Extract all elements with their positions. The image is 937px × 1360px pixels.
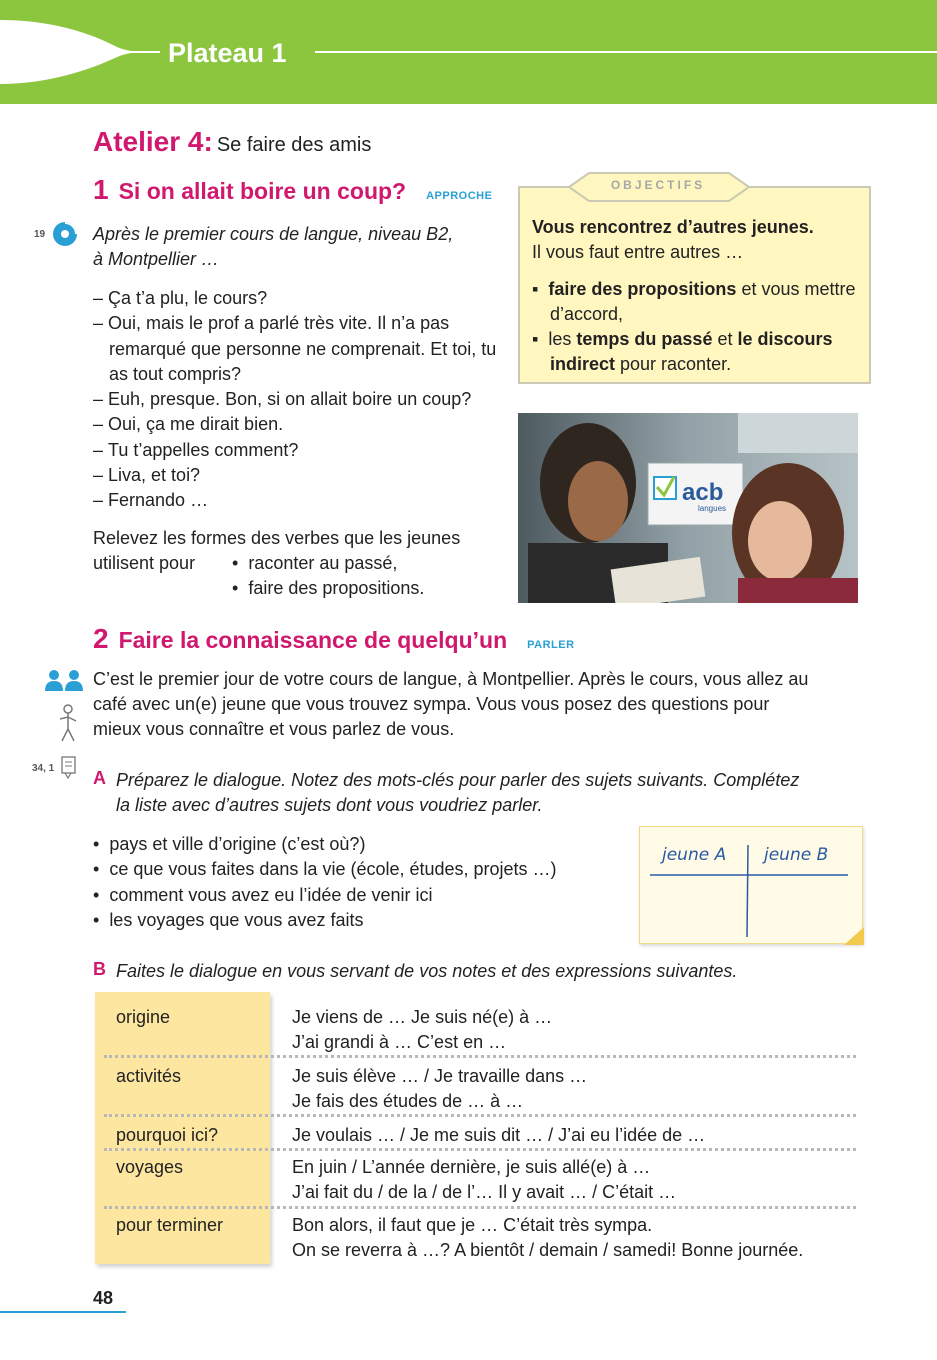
expression-line: Je voulais … / Je me suis dit … / J’ai eu l’idée de … [292,1125,706,1145]
expression-line: Je viens de … Je suis né(e) à … [292,1007,553,1027]
pair-work-icon [44,668,84,692]
expression-line: J’ai grandi à … C’est en … [292,1032,507,1052]
exercise-ref: 34, 1 [32,763,55,774]
task-line-1: Relevez les formes des verbes que les jeunes [93,528,461,548]
task-list [232,551,424,601]
objectifs-content [532,215,862,377]
topic-item: • ce que vous faites dans la vie (école, études, projets …) [93,857,557,882]
section1-number: 1 [93,174,109,205]
objectifs-item-bold: faire des propositions [548,279,737,299]
objectifs-item-bold: le discours indirect [550,329,833,374]
atelier-subtitle: Se faire des amis [216,134,372,156]
part-b-label: B [93,959,106,979]
section2-number: 2 [93,623,109,654]
expression-line: En juin / L’année dernière, je suis allé(e) à … [292,1157,651,1177]
workbook-icon [60,755,78,779]
atelier-label: Atelier 4: [93,126,213,157]
objectifs-item-text: les [548,329,577,349]
objectifs-item-bold: temps du passé [576,329,713,349]
photo-students [518,413,858,603]
objectifs-item-text: et vous mettre d’accord, [550,279,856,324]
expression-row-label: pourquoi ici? [116,1125,219,1145]
sign-sub: langues [698,504,727,513]
topic-item: • les voyages que vous avez faits [93,908,557,933]
header-swoosh [0,0,937,104]
section1-title: Si on allait boire un coup? [118,178,407,204]
section1-heading [93,174,492,206]
page-title: Plateau 1 [168,38,287,68]
row-divider [104,1148,856,1151]
topic-item: • pays et ville d’origine (c’est où?) [93,832,557,857]
section1-tag: APPROCHE [426,190,493,202]
expression-line: Je suis élève … / Je travaille dans … [292,1066,588,1086]
task-item: • faire des propositions. [232,576,424,601]
intro-line-1: Après le premier cours de langue, niveau B2, [93,224,454,244]
audio-cd-icon[interactable] [52,221,78,247]
topic-item: • comment vous avez eu l’idée de venir ici [93,883,557,908]
task-item: • raconter au passé, [232,551,424,576]
task-line-2: utilisent pour [93,553,196,573]
footer-rule [0,1311,126,1313]
dialogue-list [93,286,513,514]
objectifs-item-text: pour raconter. [615,354,732,374]
dialogue-line: – Liva, et toi? [93,463,513,488]
objectifs-lead-rest: Il vous faut entre autres … [532,242,744,262]
part-a-instruction: Préparez le dialogue. Notez des mots-clés pour parler des sujets suivants. Complétez la liste avec d’autres sujets dont vous voudriez parler. [116,770,800,815]
dialogue-line: – Oui, mais le prof a parlé très vite. Il n’a pas remarqué que personne ne comprenait. Et toi, tu as tout compris? [93,311,513,387]
section2-tag: PARLER [527,639,575,651]
speaking-figure-icon [56,703,80,743]
note-column-a: jeune A [662,845,727,865]
sticky-note [639,826,863,944]
note-column-b: jeune B [764,845,829,865]
expression-row-label: activités [116,1066,182,1086]
objectifs-item [532,327,862,377]
expression-row-text [292,1064,862,1114]
audio-track-number: 19 [34,229,46,240]
expression-row-label: origine [116,1007,171,1027]
expression-row-text [292,1213,862,1263]
expression-line: J’ai fait du / de la / de l’… Il y avait … / C’était … [292,1182,677,1202]
part-a-label: A [93,768,106,788]
expression-row-label: pour terminer [116,1215,224,1235]
row-divider [104,1114,856,1117]
objectifs-item [532,277,862,327]
dialogue-line: – Oui, ça me dirait bien. [93,412,513,437]
expression-line: On se reverra à …? A bientôt / demain / samedi! Bonne journée. [292,1240,804,1260]
section1-intro [93,222,493,272]
objectifs-list [532,277,862,377]
dialogue-line: – Ça t’a plu, le cours? [93,286,513,311]
expression-row-label: voyages [116,1157,184,1177]
page-header [0,0,937,104]
section2-heading [93,623,575,655]
section2-title: Faire la connaissance de quelqu’un [118,627,508,653]
expression-line: Je fais des études de … à … [292,1091,524,1111]
atelier-heading [93,126,371,158]
part-b-instruction: Faites le dialogue en vous servant de vos notes et des expressions suivantes. [116,961,738,981]
dialogue-line: – Euh, presque. Bon, si on allait boire un coup? [93,387,513,412]
objectifs-item-text: et [712,329,738,349]
expression-row-text [292,1123,862,1148]
intro-line-2: à Montpellier … [93,249,220,269]
dialogue-line: – Tu t’appelles comment? [93,438,513,463]
objectifs-tab-label: OBJECTIFS [610,178,706,192]
sign-text: acb [682,479,724,506]
dialogue-line: – Fernando … [93,488,513,513]
page-number: 48 [93,1288,114,1308]
expression-line: Bon alors, il faut que je … C’était très sympa. [292,1215,653,1235]
expression-row-text [292,1005,862,1055]
section2-paragraph: C’est le premier jour de votre cours de langue, à Montpellier. Après le cours, vous allez au café avec un(e) jeune que vous trouvez sympa. Vous vous posez des questions pour mieux vous connaître et vous parlez de vous. [93,669,809,739]
row-divider [104,1206,856,1209]
expression-row-text [292,1155,862,1205]
row-divider [104,1055,856,1058]
photo-illustration [518,413,858,603]
topics-list [93,832,557,933]
objectifs-lead: Vous rencontrez d’autres jeunes. [532,217,814,237]
